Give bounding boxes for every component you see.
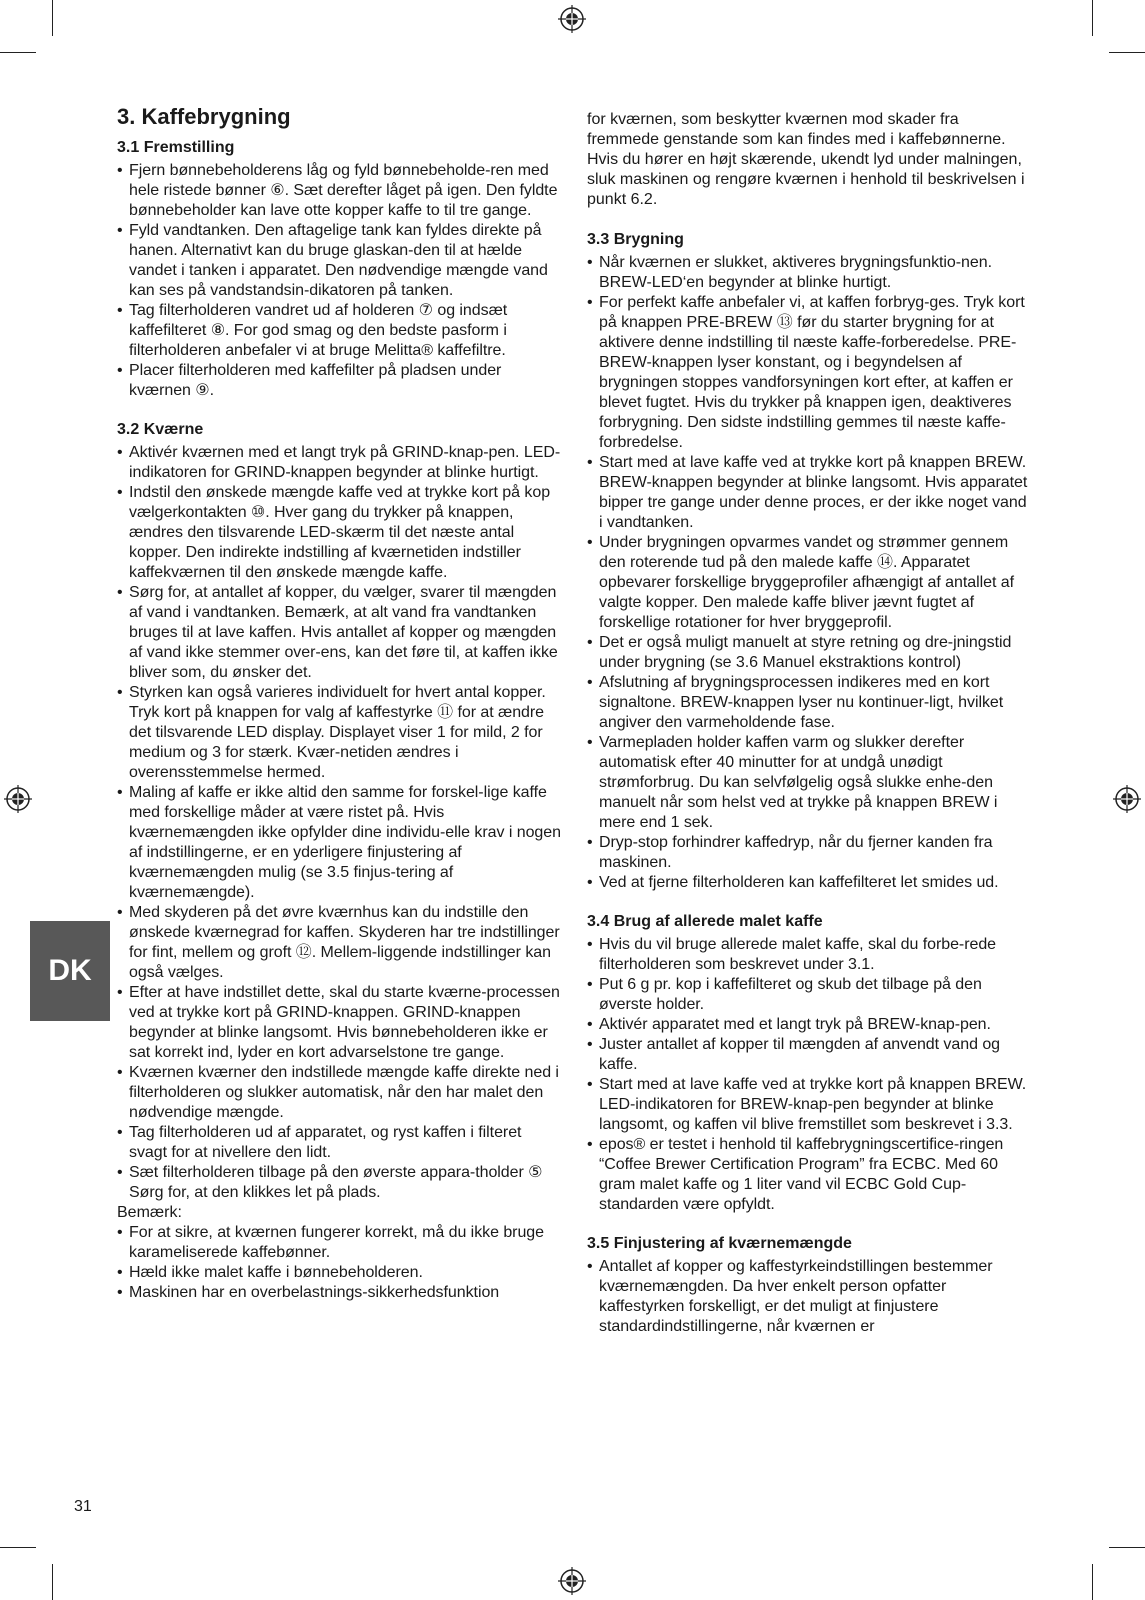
crop-mark bbox=[1109, 1547, 1145, 1548]
list-item: • Dryp-stop forhindrer kaffedryp, når du fjerner kanden fra maskinen. bbox=[587, 833, 1032, 873]
list-item: • Placer filterholderen med kaffefilter på pladsen under kværnen ⑨. bbox=[117, 361, 562, 401]
crop-mark bbox=[1092, 0, 1093, 36]
bullet-list bbox=[117, 161, 562, 401]
list-item: • Sørg for, at antallet af kopper, du vælger, svarer til mængden af vand i vandtanken. Bemærk, at alt vand fra vandtanken bruges til at lave kaffen. Hvis antallet af kopper og mængden af vand ikke stemmer over-ens, kan det føre til, at kaffen ikke bliver som, du ønsker det. bbox=[117, 583, 562, 683]
list-item: • epos® er testet i henhold til kaffebrygningscertifice-ringen “Coffee Brewer Certification Program” fra ECBC. Med 60 gram malet kaffe og 1 liter vand vil ECBC Gold Cup-standarden være opfyldt. bbox=[587, 1135, 1032, 1215]
list-item: • Juster antallet af kopper til mængden af anvendt vand og kaffe. bbox=[587, 1035, 1032, 1075]
bullet-list bbox=[587, 253, 1032, 893]
list-item: • Fyld vandtanken. Den aftagelige tank kan fyldes direkte på hanen. Alternativt kan du bruge glaskan-den til at hælde vandet i tanken i apparatet. Den nødvendige mængde vand kan ses på vandstandsin-dikatoren på tanken. bbox=[117, 221, 562, 301]
list-item: • Fjern bønnebeholderens låg og fyld bønnebeholde-ren med hele ristede bønner ⑥. Sæt derefter låget på igen. Den fyldte bønnebeholder kan lave otte kopper kaffe to til tre gange. bbox=[117, 161, 562, 221]
list-item: • Start med at lave kaffe ved at trykke kort på knappen BREW. LED-indikatoren for BREW-knap-pen begynder at blinke langsomt, og kaffen vil blive fremstillet som beskrevet i 3.3. bbox=[587, 1075, 1032, 1135]
list-item: • Antallet af kopper og kaffestyrkeindstillingen bestemmer kværnemængden. Da hver enkelt person opfatter kaffestyrken forskelligt, er det muligt at finjustere standardindstillingerne, når kværnen er bbox=[587, 1257, 1032, 1337]
crop-mark bbox=[1092, 1564, 1093, 1600]
subsection-title: 3.2 Kværne bbox=[117, 421, 204, 438]
list-item: • Afslutning af brygningsprocessen indikeres med en kort signaltone. BREW-knappen lyser nu kontinuer-ligt, hvilket angiver den varmeholdende fase. bbox=[587, 673, 1032, 733]
list-item: • Maskinen har en overbelastnings-sikkerhedsfunktion bbox=[117, 1283, 562, 1303]
list-item: • Tag filterholderen vandret ud af holderen ⑦ og indsæt kaffefilteret ⑧. For god smag og den bedste pasform i filterholderen anbefaler vi at bruge Melitta® kaffefiltre. bbox=[117, 301, 562, 361]
list-item: • Under brygningen opvarmes vandet og strømmer gennem den roterende tud på den malede kaffe ⑭. Apparatet opbevarer forskellige bryggeprofiler afhængigt af antallet af valgte kopper. Den malede kaffe bliver jævnt fugtet af forskellige rotationer for hver bryggeprofil. bbox=[587, 533, 1032, 633]
crop-mark bbox=[0, 52, 36, 53]
list-item: • Styrken kan også varieres individuelt for hvert antal kopper. Tryk kort på knappen for valg af kaffestyrke ⑪ for at ændre det tilsvarende LED display. Displayet viser 1 for mild, 2 for medium og 3 for stærk. Kvær-netiden ændres i overensstemmelse hermed. bbox=[117, 683, 562, 783]
list-item: • Aktivér apparatet med et langt tryk på BREW-knap-pen. bbox=[587, 1015, 1032, 1035]
list-item: • Varmepladen holder kaffen varm og slukker derefter automatisk efter 40 minutter for at undgå unødigt strømforbrug. Du kan selvfølgelig også slukke enhe-den manuelt når som helst ved at trykke på knappen BREW i mere end 1 sek. bbox=[587, 733, 1032, 833]
registration-mark-icon bbox=[557, 1566, 587, 1596]
crop-mark bbox=[0, 1547, 36, 1548]
left-column bbox=[117, 104, 562, 1322]
bullet-list bbox=[587, 1257, 1032, 1337]
note-list bbox=[117, 1223, 562, 1303]
list-item: • Kværnen kværner den indstillede mængde kaffe direkte ned i filterholderen og slukker automatisk, når den har malet den nødvendige mængde. bbox=[117, 1063, 562, 1123]
registration-mark-icon bbox=[3, 784, 33, 814]
bullet-list bbox=[117, 443, 562, 1203]
list-item: • For perfekt kaffe anbefaler vi, at kaffen forbryg-ges. Tryk kort på knappen PRE-BREW ⑬ før du starter brygning for at aktivere denne indstilling til næste kaffe-forberedelse. PRE-BREW-knappen lyser konstant, og i begyndelsen af brygningen stoppes vandforsyningen kort efter, at kaffen er blevet fugtet. Hvis du trykker på knappen igen, deaktiveres forbrygning. Den sidste indstilling gemmes til næste kaffe-forbredelse. bbox=[587, 293, 1032, 453]
list-item: • Aktivér kværnen med et langt tryk på GRIND-knap-pen. LED-indikatoren for GRIND-knappen begynder at blinke hurtigt. bbox=[117, 443, 562, 483]
list-item: • Hæld ikke malet kaffe i bønnebeholderen. bbox=[117, 1263, 562, 1283]
list-item: • Ved at fjerne filterholderen kan kaffefilteret let smides ud. bbox=[587, 873, 1032, 893]
continued-paragraph: for kværnen, som beskytter kværnen mod skader fra fremmede genstande som kan findes med i kaffebønnerne. Hvis du hører en højt skærende, ukendt lyd under malningen, sluk maskinen og rengøre kværnen i henhold til beskrivelsen i punkt 6.2. bbox=[587, 111, 1025, 208]
list-item: • Tag filterholderen ud af apparatet, og ryst kaffen i filteret svagt for at nivellere den lidt. bbox=[117, 1123, 562, 1163]
list-item: • Med skyderen på det øvre kværnhus kan du indstille den ønskede kværnegrad for kaffen. Skyderen har tre indstillinger for fint, mellem og groft ⑫. Mellem-liggende indstillinger kan også vælges. bbox=[117, 903, 562, 983]
crop-mark bbox=[52, 0, 53, 36]
right-column bbox=[587, 110, 1032, 1356]
subsection-title: 3.3 Brygning bbox=[587, 231, 684, 248]
spacer bbox=[587, 210, 1032, 230]
list-item: • Efter at have indstillet dette, skal du starte kværne-processen ved at trykke kort på GRIND-knappen. GRIND-knappen begynder at blinke langsomt. Hvis bønnebeholderen ikke er sat korrekt ind, lyder en kort advarselstone tre gange. bbox=[117, 983, 562, 1063]
bullet-list bbox=[587, 935, 1032, 1215]
list-item: • For at sikre, at kværnen fungerer korrekt, må du ikke bruge karameliserede kaffebønner. bbox=[117, 1223, 562, 1263]
subsection-title: 3.5 Finjustering af kværnemængde bbox=[587, 1235, 852, 1252]
list-item: • Maling af kaffe er ikke altid den samme for forskel-lige kaffe med forskellige måder at være ristet på. Hvis kværnemængden ikke opfylder dine individu-elle krav i nogen af indstillingerne, er en yderligere finjustering af kværnemængden mulig (se 3.5 finjus-tering af kværnemængde). bbox=[117, 783, 562, 903]
subsection-title: 3.4 Brug af allerede malet kaffe bbox=[587, 913, 823, 930]
subsection-title: 3.1 Fremstilling bbox=[117, 139, 235, 156]
list-item: • Det er også muligt manuelt at styre retning og dre-jningstid under brygning (se 3.6 Manuel ekstraktions kontrol) bbox=[587, 633, 1032, 673]
list-item: • Sæt filterholderen tilbage på den øverste appara-tholder ⑤ Sørg for, at den klikkes let på plads. bbox=[117, 1163, 562, 1203]
section-heading: 3. Kaffebrygning bbox=[117, 104, 291, 129]
list-item: • Hvis du vil bruge allerede malet kaffe, skal du forbe-rede filterholderen som beskrevet under 3.1. bbox=[587, 935, 1032, 975]
crop-mark bbox=[1109, 52, 1145, 53]
registration-mark-icon bbox=[557, 4, 587, 34]
list-item: • Når kværnen er slukket, aktiveres brygningsfunktio-nen. BREW-LED‘en begynder at blinke hurtigt. bbox=[587, 253, 1032, 293]
page-number: 31 bbox=[74, 1498, 92, 1515]
list-item: • Start med at lave kaffe ved at trykke kort på knappen BREW. BREW-knappen begynder at blinke langsomt. Hvis apparatet bipper tre gange under denne proces, er der ikke noget vand i vandtanken. bbox=[587, 453, 1032, 533]
note-label: Bemærk: bbox=[117, 1204, 182, 1221]
crop-mark bbox=[52, 1564, 53, 1600]
list-item: • Put 6 g pr. kop i kaffefilteret og skub det tilbage på den øverste holder. bbox=[587, 975, 1032, 1015]
registration-mark-icon bbox=[1112, 784, 1142, 814]
list-item: • Indstil den ønskede mængde kaffe ved at trykke kort på kop vælgerkontakten ⑩. Hver gang du trykker på knappen, ændres den tilsvarende LED-skærm til det næste antal kopper. Den indirekte indstilling af kværnetiden indstiller kaffekværnen til den ønskede mængde kaffe. bbox=[117, 483, 562, 583]
language-tab: DK bbox=[30, 921, 110, 1021]
